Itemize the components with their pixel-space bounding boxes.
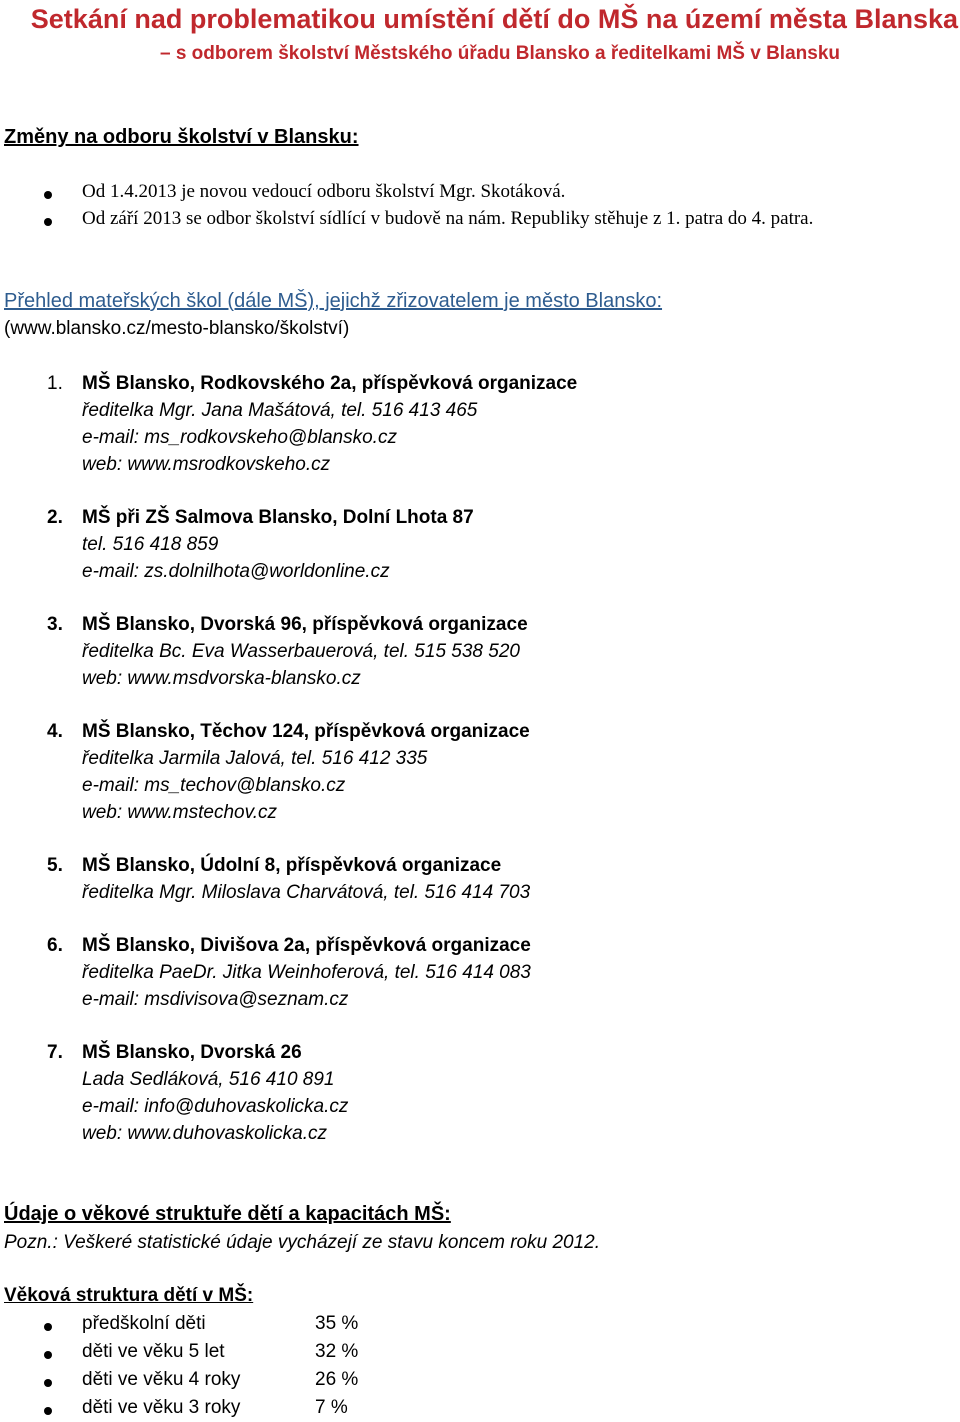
school-detail: tel. 516 418 859 <box>82 534 219 555</box>
school-detail[interactable]: web: www.duhovaskolicka.cz <box>82 1123 327 1144</box>
age-value: 7 % <box>315 1397 348 1418</box>
school-detail: ředitelka Jarmila Jalová, tel. 516 412 335 <box>82 748 428 769</box>
school-name: MŠ Blansko, Dvorská 26 <box>82 1042 302 1063</box>
school-detail[interactable]: web: www.msrodkovskeho.cz <box>82 454 331 475</box>
stats-note: Pozn.: Veškeré statistické údaje vycházejí ze stavu koncem roku 2012. <box>4 1232 600 1253</box>
school-number: 1. <box>47 373 63 394</box>
school-number: 6. <box>47 935 63 956</box>
school-name: MŠ Blansko, Rodkovského 2a, příspěvková organizace <box>82 373 578 394</box>
age-label: předškolní děti <box>82 1313 206 1334</box>
school-detail[interactable]: e-mail: ms_rodkovskeho@blansko.cz <box>82 427 397 448</box>
school-detail[interactable]: e-mail: zs.dolnilhota@worldonline.cz <box>82 561 390 582</box>
school-number: 3. <box>47 614 63 635</box>
bullet-icon <box>44 1407 52 1415</box>
age-value: 32 % <box>315 1341 359 1362</box>
age-label: děti ve věku 5 let <box>82 1341 225 1362</box>
school-detail: ředitelka Mgr. Miloslava Charvátová, tel. 516 414 703 <box>82 882 531 903</box>
changes-item: Od 1.4.2013 je novou vedoucí odboru školství Mgr. Skotáková. <box>82 181 566 202</box>
school-name: MŠ Blansko, Dvorská 96, příspěvková organizace <box>82 614 528 635</box>
age-label: děti ve věku 4 roky <box>82 1369 241 1390</box>
overview-link[interactable]: (www.blansko.cz/mesto-blansko/školství) <box>4 318 350 339</box>
age-value: 35 % <box>315 1313 359 1334</box>
stats-heading: Údaje o věkové struktuře dětí a kapacitách MŠ: <box>4 1203 451 1225</box>
bullet-icon <box>44 218 52 226</box>
school-detail[interactable]: e-mail: ms_techov@blansko.cz <box>82 775 346 796</box>
bullet-icon <box>44 191 52 199</box>
school-detail[interactable]: web: www.mstechov.cz <box>82 802 277 823</box>
bullet-icon <box>44 1323 52 1331</box>
page-title: Setkání nad problematikou umístění dětí do MŠ na území města Blanska <box>30 4 958 34</box>
changes-heading: Změny na odboru školství v Blansku: <box>4 126 359 148</box>
bullet-icon <box>44 1379 52 1387</box>
age-heading: Věková struktura dětí v MŠ: <box>4 1285 254 1306</box>
changes-item: Od září 2013 se odbor školství sídlící v budově na nám. Republiky stěhuje z 1. patra do 4. patra. <box>82 208 814 229</box>
school-detail: ředitelka Bc. Eva Wasserbauerová, tel. 515 538 520 <box>82 641 520 662</box>
page-subtitle: – s odborem školství Městského úřadu Blansko a ředitelkami MŠ v Blansku <box>159 43 840 64</box>
school-number: 7. <box>47 1042 63 1063</box>
school-name: MŠ Blansko, Těchov 124, příspěvková organizace <box>82 721 530 742</box>
school-number: 5. <box>47 855 63 876</box>
school-detail: ředitelka PaeDr. Jitka Weinhoferová, tel. 516 414 083 <box>82 962 531 983</box>
school-detail: ředitelka Mgr. Jana Mašátová, tel. 516 413 465 <box>82 400 478 421</box>
school-number: 2. <box>47 507 63 528</box>
school-detail: Lada Sedláková, 516 410 891 <box>82 1069 335 1090</box>
school-name: MŠ při ZŠ Salmova Blansko, Dolní Lhota 87 <box>82 507 474 528</box>
bullet-icon <box>44 1351 52 1359</box>
school-detail[interactable]: e-mail: info@duhovaskolicka.cz <box>82 1096 349 1117</box>
school-name: MŠ Blansko, Údolní 8, příspěvková organizace <box>82 855 502 876</box>
school-detail[interactable]: e-mail: msdivisova@seznam.cz <box>82 989 349 1010</box>
overview-heading: Přehled mateřských škol (dále MŠ), jejichž zřizovatelem je město Blansko: <box>4 290 663 312</box>
school-name: MŠ Blansko, Divišova 2a, příspěvková organizace <box>82 935 531 956</box>
age-label: děti ve věku 3 roky <box>82 1397 241 1418</box>
age-value: 26 % <box>315 1369 359 1390</box>
school-detail[interactable]: web: www.msdvorska-blansko.cz <box>82 668 361 689</box>
school-number: 4. <box>47 721 63 742</box>
